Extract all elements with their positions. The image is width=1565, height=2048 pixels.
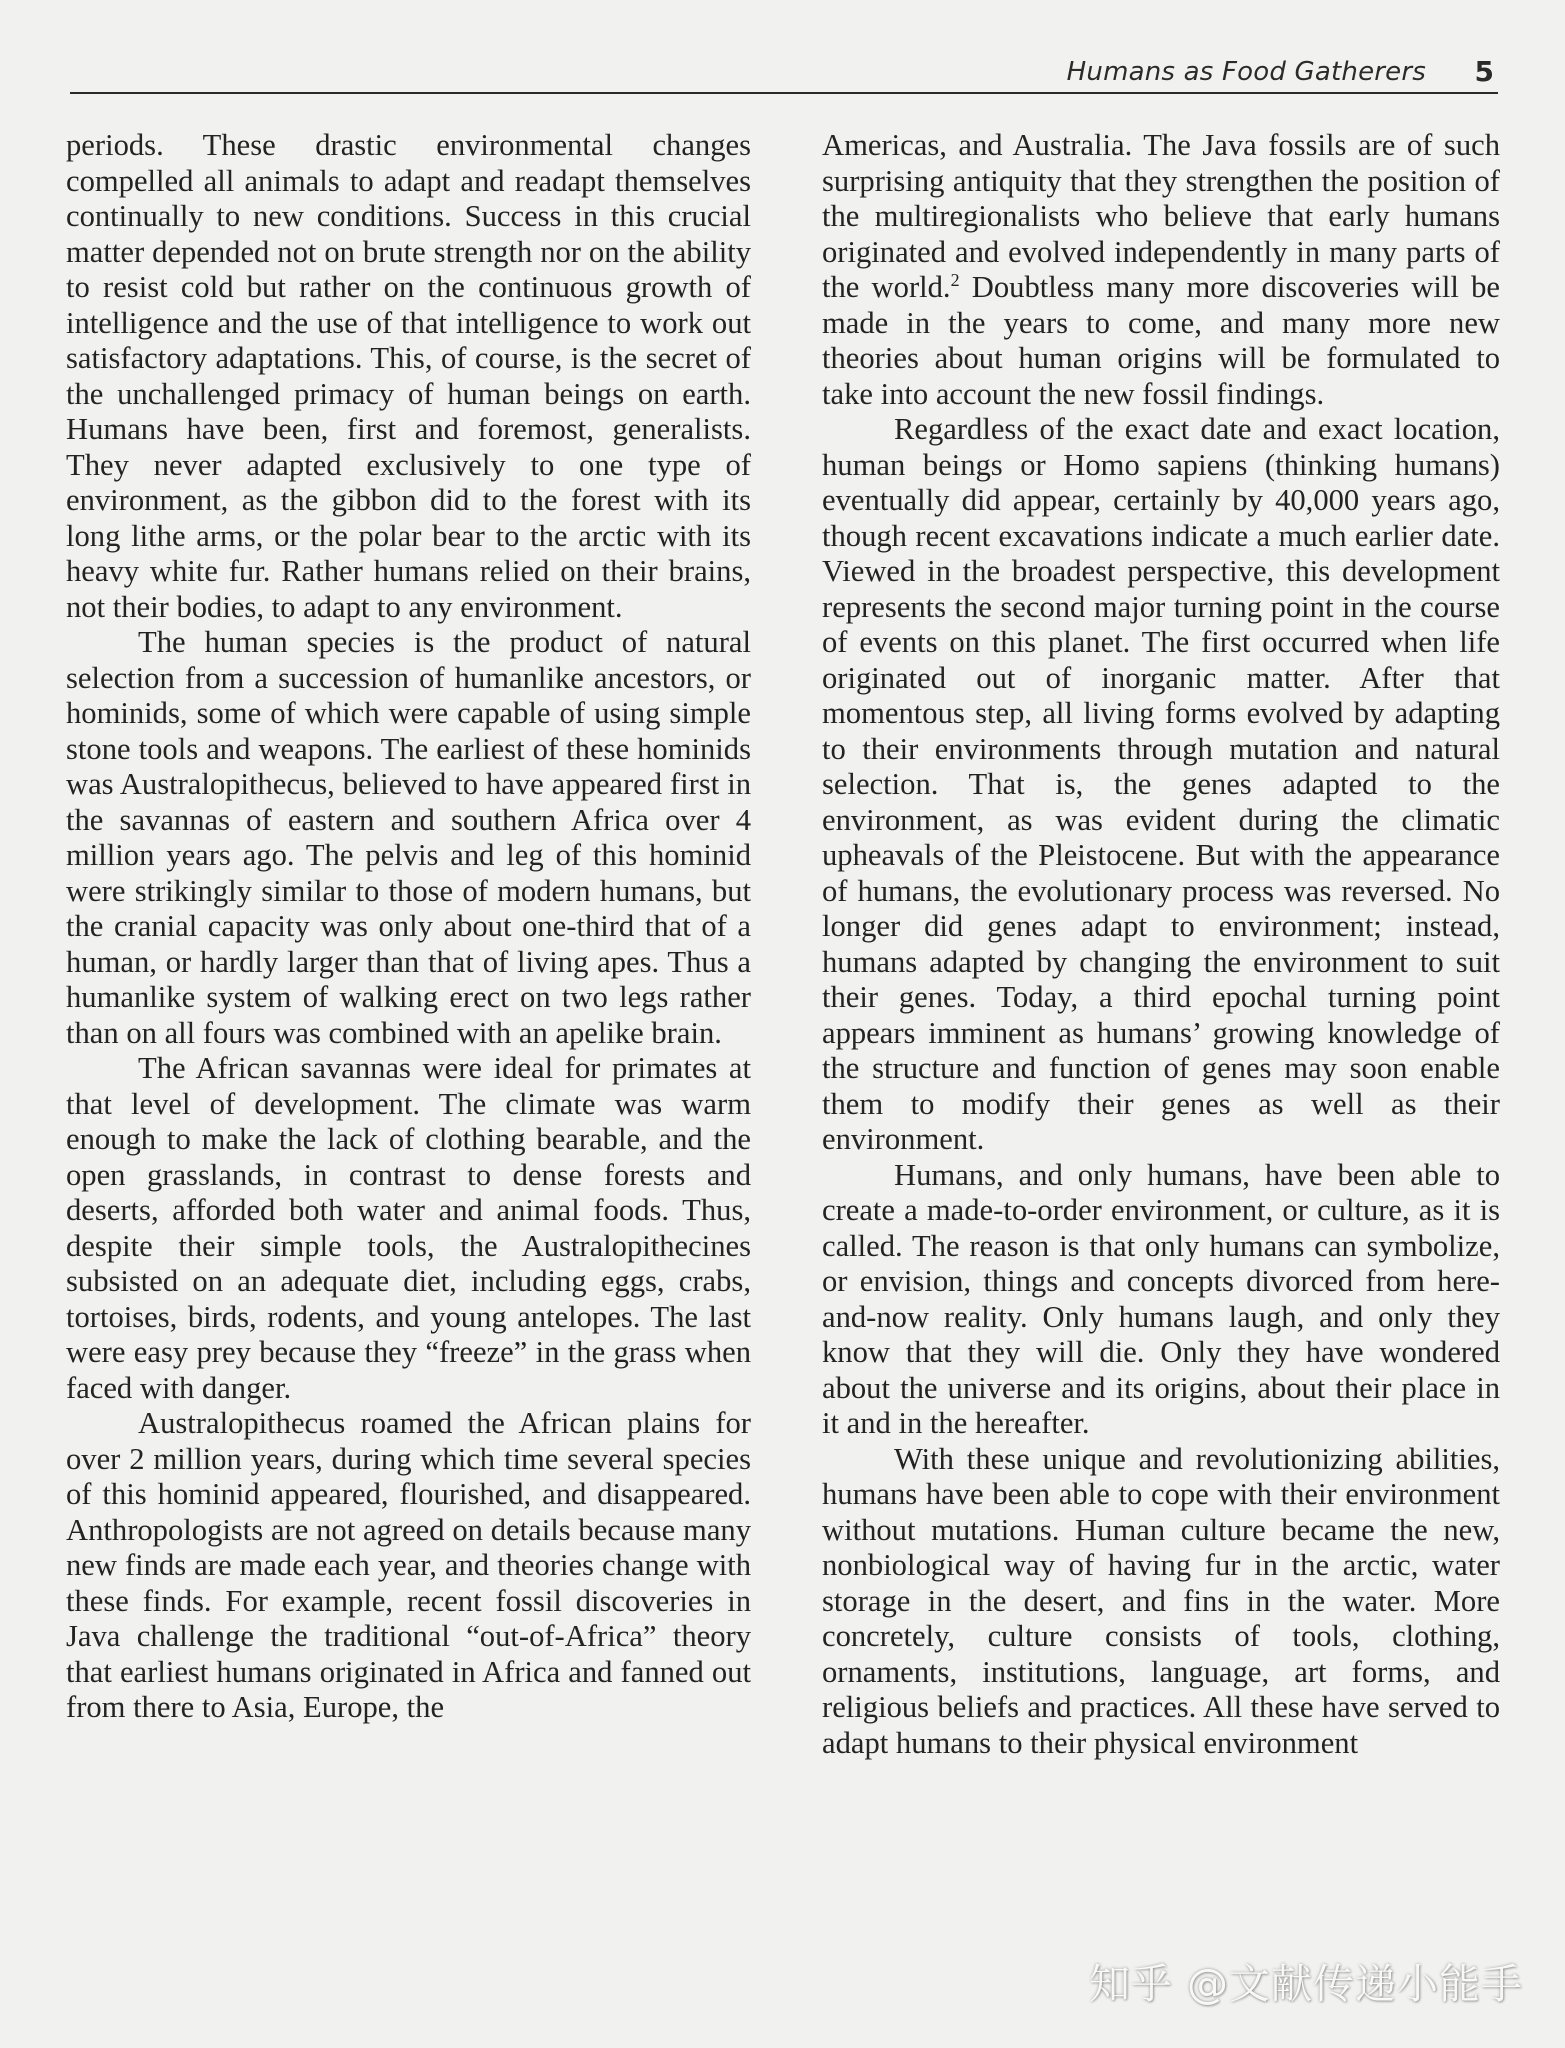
left-column — [66, 128, 751, 1726]
paragraph: The human species is the product of natural selection from a succession of humanlike ancestors, or hominids, some of which were capable of using simple stone tools and weapons. The earliest of these hominids was Australopithecus, believed to have appeared first in the savannas of eastern and southern Africa over 4 million years ago. The pelvis and leg of this hominid were strikingly similar to those of modern humans, but the cranial capacity was only about one-third that of a human, or hardly larger than that of living apes. Thus a humanlike system of walking erect on two legs rather than on all fours was combined with an apelike brain. — [66, 625, 751, 1050]
paragraph-text: Doubtless many more discoveries will be made in the years to come, and many more new theories about human origins will be formulated to take into account the new fossil findings. — [822, 270, 1500, 411]
paragraph: With these unique and revolutionizing abilities, humans have been able to cope with their environment without mutations. Human culture became the new, nonbiological way of having fur in the arctic, water storage in the desert, and fins in the water. More concretely, culture consists of tools, clothing, ornaments, institutions, language, art forms, and religious beliefs and practices. All these have served to adapt humans to their physical environment — [822, 1441, 1500, 1760]
paragraph: Australopithecus roamed the African plains for over 2 million years, during which time several species of this hominid appeared, flourished, and disappeared. Anthropologists are not agreed on details because many new finds are made each year, and theories change with these finds. For example, recent fossil discoveries in Java challenge the traditional “out-of-Africa” theory that earliest humans originated in Africa and fanned out from there to Asia, Europe, the — [66, 1406, 751, 1724]
watermark: 知乎 @文献传递小能手 — [1088, 1960, 1523, 2008]
page-number: 5 — [1474, 55, 1494, 88]
paragraph: periods. These drastic environmental changes compelled all animals to adapt and readapt themselves continually to new conditions. Success in this crucial matter depended not on brute strength nor on the ability to resist cold but rather on the continuous growth of intelligence and the use of that intelligence to work out satisfactory adaptations. This, of course, is the secret of the unchallenged primacy of human beings on earth. Humans have been, first and foremost, generalists. They never adapted exclusively to one type of environment, as the gibbon did to the forest with its long lithe arms, or the polar bear to the arctic with its heavy white fur. Rather humans relied on their brains, not their bodies, to adapt to any environment. — [66, 128, 751, 624]
footnote-reference[interactable]: 2 — [950, 269, 960, 290]
right-column — [822, 128, 1500, 1761]
running-header — [70, 52, 1498, 94]
paragraph: Regardless of the exact date and exact location, human beings or Homo sapiens (thinking humans) eventually did appear, certainly by 40,000 years ago, though recent excavations indicate a much earlier date. Viewed in the broadest perspective, this development represents the second major turning point in the course of events on this planet. The first occurred when life originated out of inorganic matter. After that momentous step, all living forms evolved by adapting to their environments through mutation and natural selection. That is, the genes adapted to the environment, as was evident during the climatic upheavals of the Pleistocene. But with the appearance of humans, the evolutionary process was reversed. No longer did genes adapt to environment; instead, humans adapted by changing the environment to suit their genes. Today, a third epochal turning point appears imminent as humans’ growing knowledge of the structure and function of genes may soon enable them to modify their genes as well as their environment. — [822, 412, 1500, 1156]
paragraph: The African savannas were ideal for primates at that level of development. The climate was warm enough to make the lack of clothing bearable, and the open grasslands, in contrast to dense forests and deserts, afforded both water and animal foods. Thus, despite their simple tools, the Australopithecines subsisted on an adequate diet, including eggs, crabs, tortoises, birds, rodents, and young antelopes. The last were easy prey because they “freeze” in the grass when faced with danger. — [66, 1051, 751, 1405]
paragraph: Humans, and only humans, have been able to create a made-to-order environment, or culture, as it is called. The reason is that only humans can symbolize, or envision, things and concepts divorced from here-and-now reality. Only humans laugh, and only they know that they will die. Only they have wondered about the universe and its origins, about their place in it and in the hereafter. — [822, 1157, 1500, 1440]
paragraph-text: Americas, and Australia. The Java fossils are of such surprising antiquity that they strengthen the position of the multiregionalists who believe that early humans originated and evolved independently in many parts of the world. — [822, 128, 1500, 304]
paragraph — [822, 128, 1500, 412]
running-title: Humans as Food Gatherers — [1066, 57, 1426, 87]
